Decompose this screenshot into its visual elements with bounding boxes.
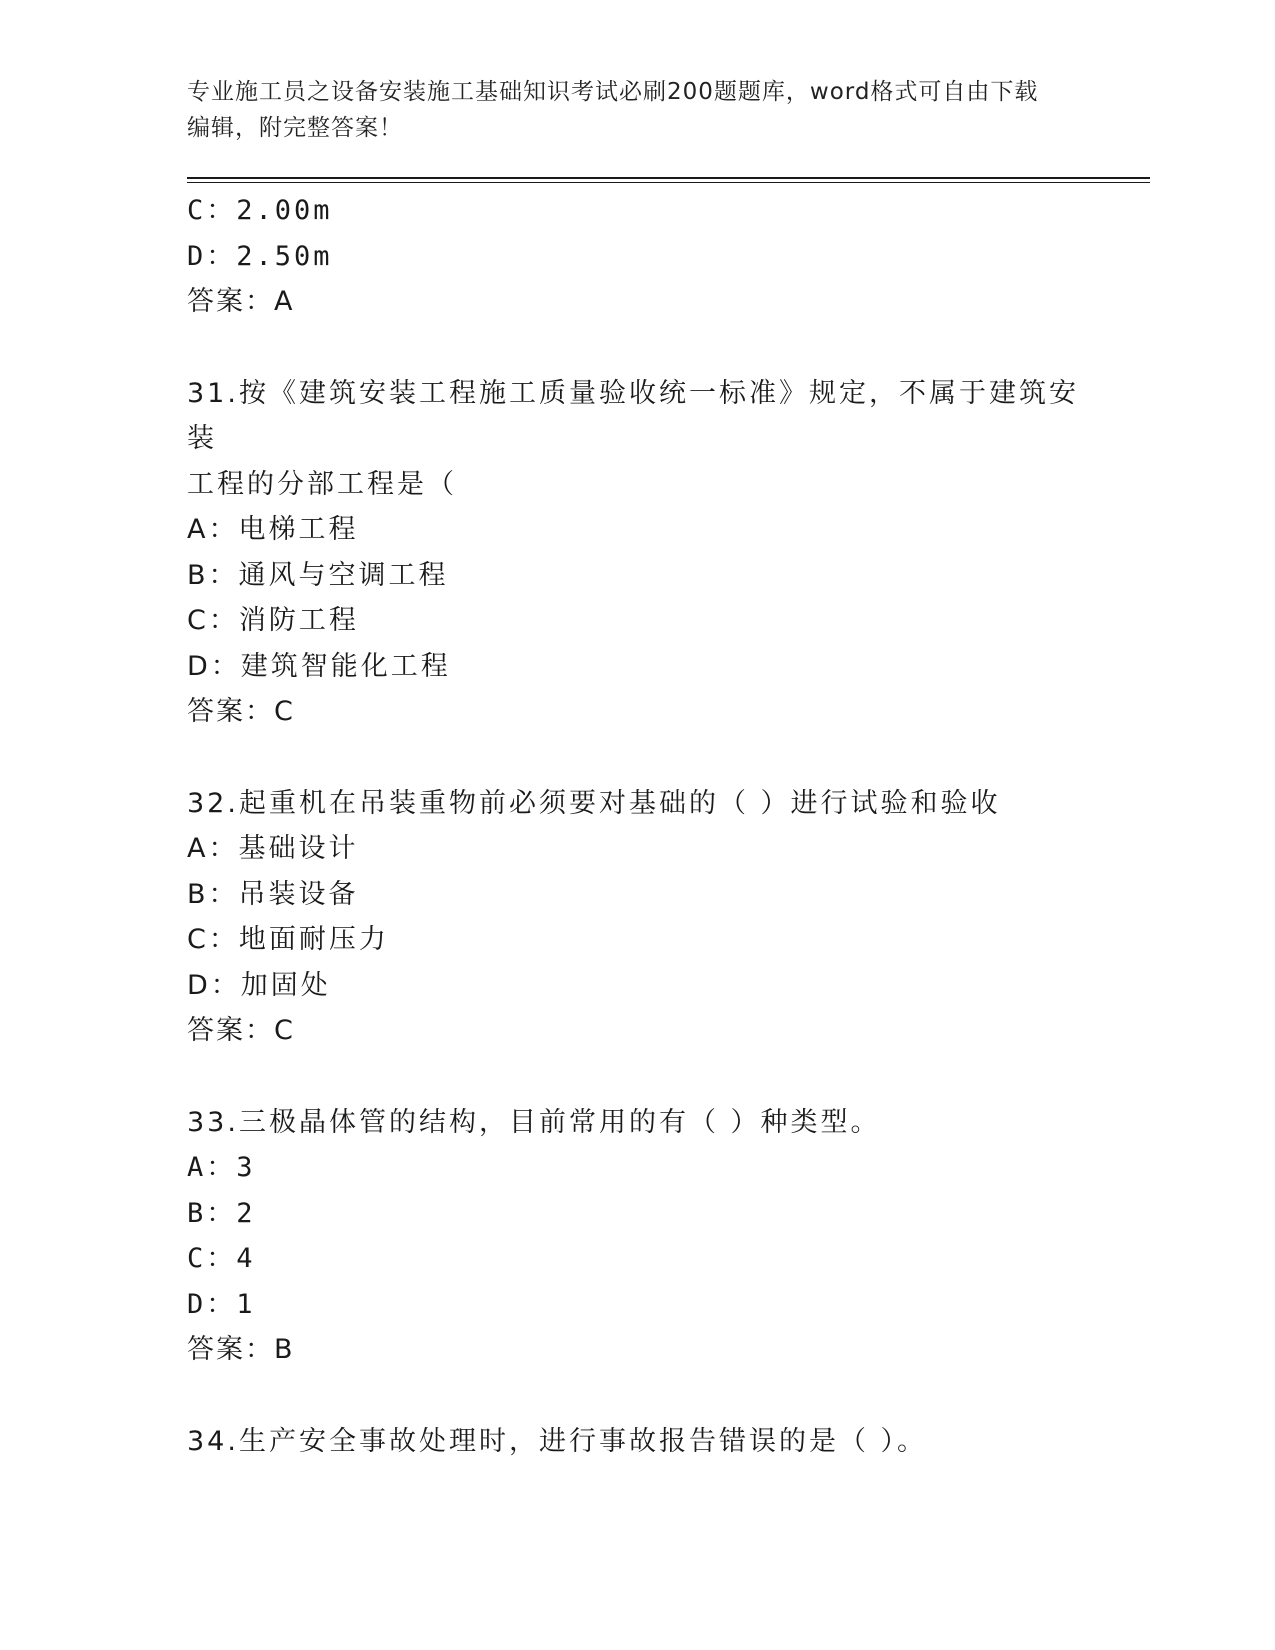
spacer <box>187 325 1087 371</box>
option-c: C：消防工程 <box>187 605 359 636</box>
option-b: B：2 <box>187 1197 256 1229</box>
question-title-line: 32.起重机在吊装重物前必须要对基础的（ ）进行试验和验收 <box>187 787 1001 819</box>
header-line-2: 编辑，附完整答案！ <box>187 115 403 141</box>
spacer <box>187 1054 1087 1100</box>
question-31 <box>187 371 1087 735</box>
spacer <box>187 1373 1087 1419</box>
option-c: C：2.00m <box>187 195 333 226</box>
option-a: A：3 <box>187 1152 256 1183</box>
spacer <box>187 735 1087 781</box>
option-b: B：吊装设备 <box>187 878 359 910</box>
answer-line: 答案：A <box>187 286 295 317</box>
question-34 <box>187 1419 1087 1465</box>
header-divider-thin <box>187 182 1150 183</box>
option-d: D：2.50m <box>187 240 333 272</box>
answer-line: 答案：B <box>187 1334 295 1365</box>
option-a: A：电梯工程 <box>187 514 359 545</box>
header-divider-thick <box>187 177 1150 179</box>
option-a: A：基础设计 <box>187 833 359 864</box>
page-header <box>187 74 1087 146</box>
option-c: C：4 <box>187 1243 256 1274</box>
header-line-1: 专业施工员之设备安装施工基础知识考试必刷200题题库，word格式可自由下载 <box>187 79 1039 105</box>
option-b: B：通风与空调工程 <box>187 559 449 591</box>
question-title-line: 工程的分部工程是（ <box>187 468 457 500</box>
option-d: D：加固处 <box>187 969 331 1001</box>
option-d: D：1 <box>187 1288 256 1320</box>
option-c: C：地面耐压力 <box>187 924 389 955</box>
question-content <box>187 188 1087 1464</box>
question-title-line: 33.三极晶体管的结构，目前常用的有（ ）种类型。 <box>187 1106 881 1138</box>
option-d: D：建筑智能化工程 <box>187 650 451 682</box>
question-title-line: 34.生产安全事故处理时，进行事故报告错误的是（ ）。 <box>187 1425 928 1457</box>
answer-line: 答案：C <box>187 696 295 727</box>
question-33 <box>187 1100 1087 1373</box>
answer-line: 答案：C <box>187 1015 295 1046</box>
question-title-line: 31.按《建筑安装工程施工质量验收统一标准》规定，不属于建筑安装 <box>187 377 1079 454</box>
question-32 <box>187 781 1087 1054</box>
carry-over-question <box>187 188 1087 325</box>
